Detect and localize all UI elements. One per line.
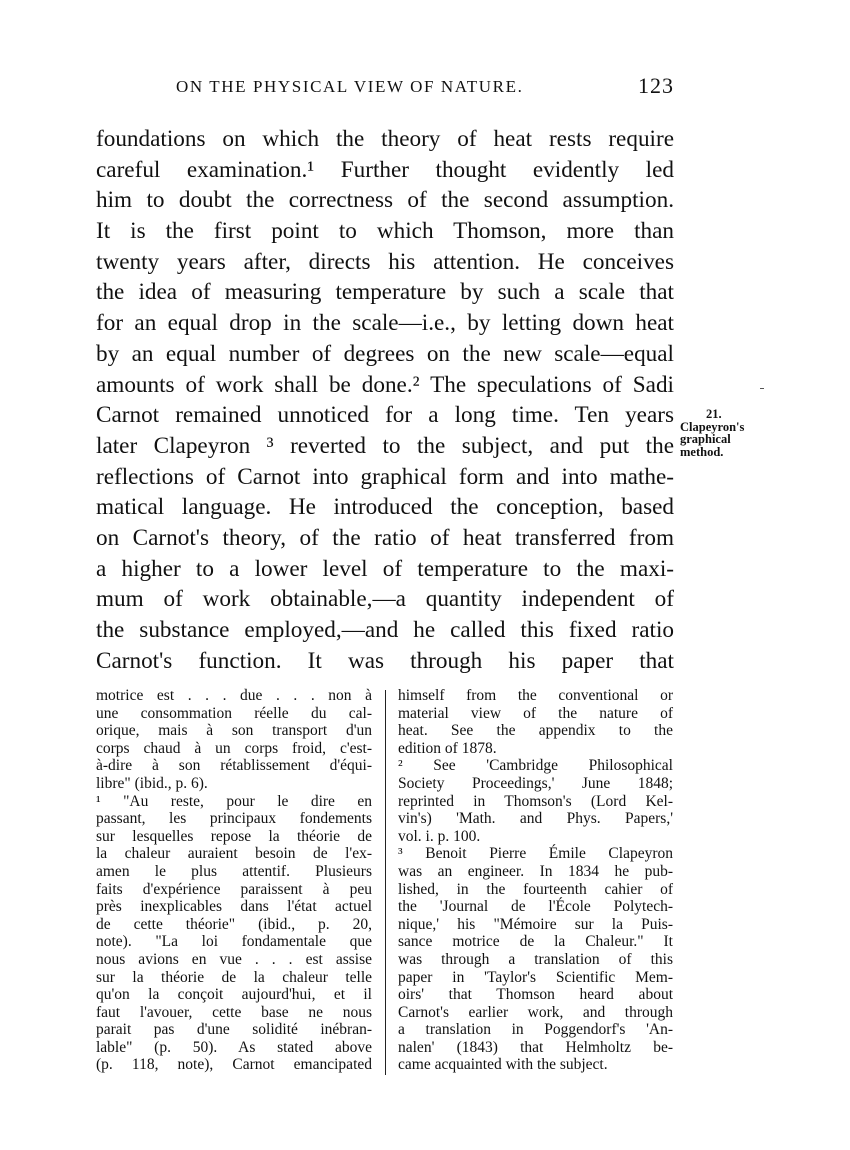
footnote-line: a translation in Poggendorf's 'An- [398,1021,673,1039]
footnote-line: nalen' (1843) that Helmholtz be- [398,1038,673,1056]
footnote-line: ¹ "Au reste, pour le dire en [96,792,372,810]
footnote-line: (p. 118, note), Carnot emancipated [96,1056,372,1074]
footnote-line: Society Proceedings,' June 1848; [398,774,673,792]
main-text [96,124,674,676]
page-number: 123 [638,73,674,98]
footnote-line: heat. See the appendix to the [398,722,673,740]
footnote-line: lished, in the fourteenth cahier of [398,880,673,898]
footnote-line: la chaleur auraient besoin de l'ex- [96,845,372,863]
footnote-line: Carnot's earlier work, and through [398,1003,673,1021]
footnote-line: material view of the nature of [398,704,673,722]
footnote-line: faits d'expérience paraissent à peu [96,880,372,898]
margin-note-line: method. [680,444,724,459]
footnote-line: vol. i. p. 100. [398,827,481,845]
text-line: matical language. He introduced the conception, based [96,494,674,521]
footnote-line: himself from the conventional or [398,687,673,704]
text-line: on Carnot's theory, of the ratio of heat transferred from [96,524,674,551]
footnotes-left-column [96,687,372,1074]
footnote-line: faut l'avouer, cette base ne nous [96,1003,372,1021]
footnote-line: oirs' that Thomson heard about [398,986,673,1004]
footnote-line: note). "La loi fondamentale que [96,933,372,951]
text-line: mum of work obtainable,—a quantity independent of [96,586,674,613]
footnote-line: nique,' his "Mémoire sur la Puis- [398,915,673,933]
footnote-line: une consommation réelle du cal- [96,704,372,722]
footnote-line: came acquainted with the subject. [398,1056,608,1074]
footnote-line: ³ Benoit Pierre Émile Clapeyron [398,845,673,863]
footnote-line: passant, les principaux fondements [96,810,372,828]
text-line: amounts of work shall be done.² The speculations of Sadi [96,371,674,398]
footnote-line: lable" (p. 50). As stated above [96,1038,372,1056]
footnote-line: edition of 1878. [398,739,497,757]
footnote-line: à-dire à son rétablissement d'équi- [96,757,372,775]
margin-note-line: graphical [680,432,731,446]
footnote-line: qu'on la conçoit aujourd'hui, et il [96,986,372,1004]
footnote-line: ² See 'Cambridge Philosophical [398,757,673,775]
text-line: the substance employed,—and he called this fixed ratio [96,617,674,643]
footnote-line: sance motrice de la Chaleur." It [398,933,673,951]
text-line: for an equal drop in the scale—i.e., by letting down heat [96,310,674,337]
footnotes-right-column [398,687,673,1074]
running-title: ON THE PHYSICAL VIEW OF NATURE. [176,77,524,96]
footnote-line: amen le plus attentif. Plusieurs [96,862,372,880]
footnote-line: nous avions en vue . . . est assise [96,950,372,968]
footnote-line: orique, mais à son transport d'un [96,722,372,740]
margin-note-number: 21. [706,407,722,421]
footnote-line: paper in 'Taylor's Scientific Mem- [398,968,673,986]
text-line: twenty years after, directs his attention. He conceives [96,248,674,275]
footnote-line: corps chaud à un corps froid, c'est- [96,739,372,757]
text-line: a higher to a lower level of temperature to the maxi- [96,555,674,582]
text-line: foundations on which the theory of heat rests require [96,126,674,152]
text-line: Carnot remained unnoticed for a long time. Ten years [96,402,674,429]
footnote-line: libre" (ibid., p. 6). [96,774,208,792]
footnote-line: was through a translation of this [398,950,673,968]
footnote-line: près inexplicables dans l'état actuel [96,898,372,916]
footnote-line: motrice est . . . due . . . non à [96,687,372,704]
footnote-line: sur la théorie de la chaleur telle [96,968,372,986]
margin-tick-mark [760,388,764,389]
footnote-line: sur lesquelles repose la théorie de [96,827,372,845]
text-line: by an equal number of degrees on the new scale—equal [96,340,674,367]
page-header [96,73,676,103]
text-line: It is the first point to which Thomson, more than [96,218,674,245]
footnote-line: was an engineer. In 1834 he pub- [398,862,673,880]
text-line: Carnot's function. It was through his paper that [96,647,674,674]
text-line: reflections of Carnot into graphical form and into mathe- [96,463,674,490]
footnote-line: vin's) 'Math. and Phys. Papers,' [398,810,673,828]
footnote-line: parait pas d'une solidité inébran- [96,1021,372,1039]
margin-note-line: Clapeyron's [680,419,745,434]
text-line: careful examination.¹ Further thought evidently led [96,156,674,183]
text-line: later Clapeyron ³ reverted to the subject, and put the [96,432,674,459]
text-line: the idea of measuring temperature by such a scale that [96,279,674,306]
footnote-column-divider [385,690,386,1075]
footnote-line: the 'Journal de l'École Polytech- [398,898,673,916]
margin-note [680,408,770,458]
footnote-line: reprinted in Thomson's (Lord Kel- [398,792,673,810]
text-line: him to doubt the correctness of the second assumption. [96,187,674,214]
footnote-line: de cette théorie" (ibid., p. 20, [96,915,372,933]
